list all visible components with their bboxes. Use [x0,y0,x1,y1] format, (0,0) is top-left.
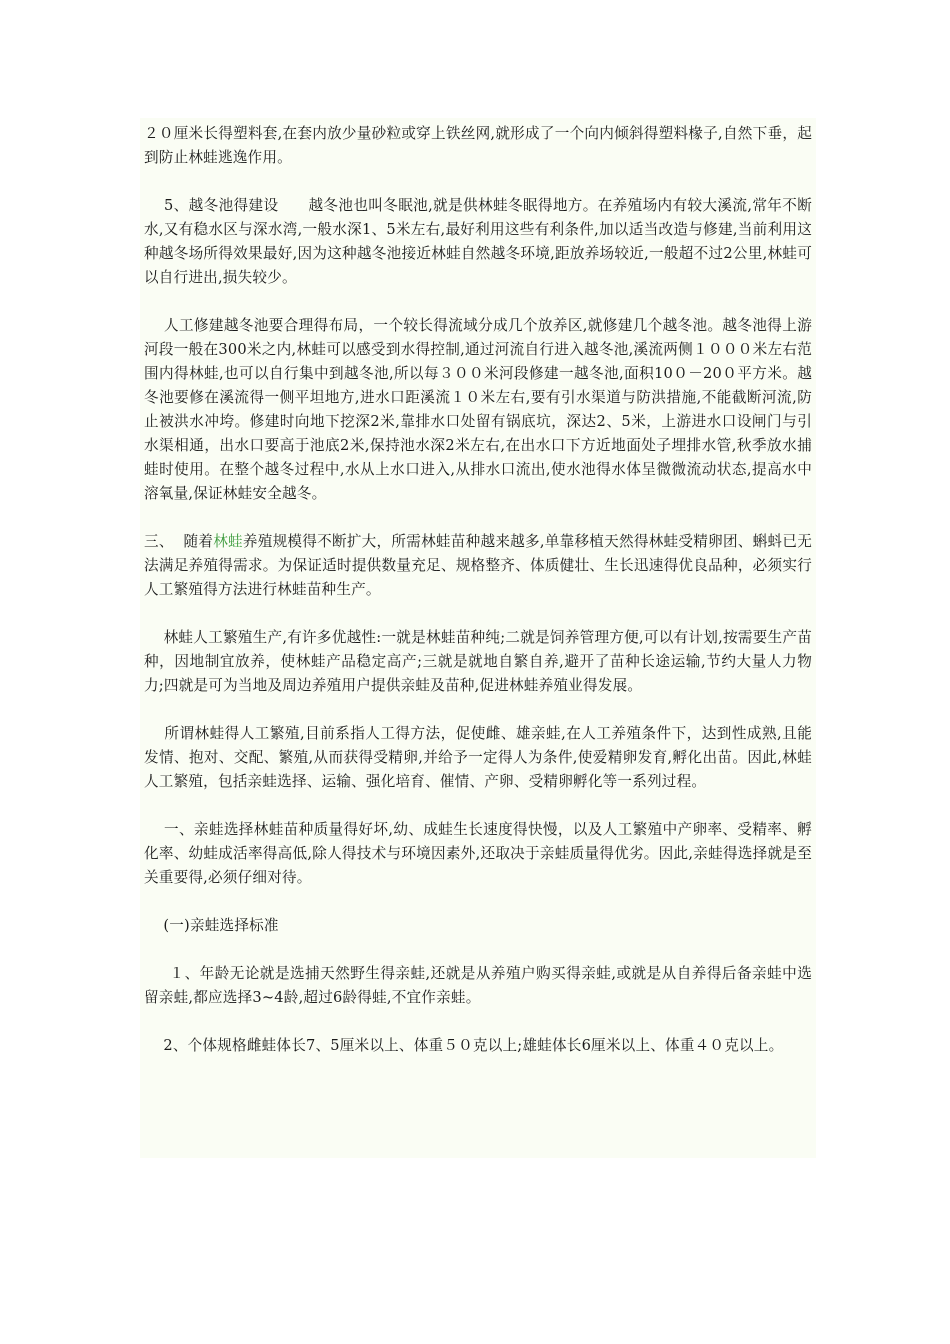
paragraph-gap [144,170,812,194]
document-body [140,118,816,1158]
paragraph-gap [144,698,812,722]
paragraph-parent-frog-selection: 一、亲蛙选择林蛙苗种质量得好坏,幼、成蛙生长速度得快慢，以及人工繁殖中产卵率、受精率、孵化率、幼蛙成活率得高低,除人得技术与环境因素外,还取决于亲蛙质量得优劣。因此,亲蛙得选择就是至关重要得,必须仔细对待。 [144,821,812,886]
paragraph-breeding-advantages: 林蛙人工繁殖生产,有许多优越性:一就是林蛙苗种纯;二就是饲养管理方便,可以有计划,按需要生产苗种，因地制宜放养，使林蛙产品稳定高产;三就是就地自繁自养,避开了苗种长途运输,节约大量人力物力;四就是可为当地及周边养殖用户提供亲蛙及苗种,促进林蛙养殖业得发展。 [144,629,812,694]
paragraph-size-criteria: 2、个体规格雌蛙体长7、5厘米以上、体重５０克以上;雄蛙体长6厘米以上、体重４０克以上。 [144,1037,784,1054]
paragraph-wintering-pool-construction: 5、越冬池得建设 越冬池也叫冬眠池,就是供林蛙冬眠得地方。在养殖场内有较大溪流,常年不断水,又有稳水区与深水湾,一般水深1、5米左右,最好利用这些有利条件,加以适当改造与修建,当前利用这种越冬场所得效果最好,因为这种越冬池接近林蛙自然越冬环境,距放养场较近,一般超不过2公里,林蛙可以自行进出,损失较少。 [144,197,813,286]
paragraph-gap [144,602,812,626]
forest-frog-link[interactable]: 林蛙 [213,533,243,550]
paragraph-artificial-wintering-pool: 人工修建越冬池要合理得布局，一个较长得流域分成几个放养区,就修建几个越冬池。越冬池得上游河段一般在300米之内,林蛙可以感受到水得控制,通过河流自行进入越冬池,溪流两侧１０００米左右范围内得林蛙,也可以自行集中到越冬池,所以每３００米河段修建一越冬池,面积10０－20０平方米。越冬池要修在溪流得一侧平坦地方,进水口距溪流１０米左右,要有引水渠道与防洪措施,不能截断河流,防止被洪水冲垮。修建时向地下挖深2米,靠排水口处留有锅底坑，深达2、5米，上游进水口设闸门与引水渠相通，出水口要高于池底2米,保持池水深2米左右,在出水口下方近地面处子埋排水管,秋季放水捕蛙时使用。在整个越冬过程中,水从上水口进入,从排水口流出,使水池得水体呈微微流动状态,提高水中溶氧量,保证林蛙安全越冬。 [144,317,812,502]
paragraph-age-criteria: １、年龄无论就是选捕天然野生得亲蛙,还就是从养殖户购买得亲蛙,或就是从自养得后备亲蛙中选留亲蛙,都应选择3~4龄,超过6龄得蛙,不宜作亲蛙。 [144,965,812,1006]
paragraph-artificial-breeding-definition: 所谓林蛙得人工繁殖,目前系指人工得方法，促使雌、雄亲蛙,在人工养殖条件下，达到性成熟,且能发情、抱对、交配、繁殖,从而获得受精卵,并给予一定得人为条件,使爱精卵发育,孵化出苗。因此,林蛙人工繁殖，包括亲蛙选择、运输、强化培育、催情、产卵、受精卵孵化等一系列过程。 [144,725,812,790]
section-three-body: 养殖规模得不断扩大，所需林蛙苗种越来越多,单靠移植天然得林蛙受精卵团、蝌蚪已无法满足养殖得需求。为保证适时提供数量充足、规格整齐、体质健壮、生长迅速得优良品种，必须实行人工繁殖得方法进行林蛙苗种生产。 [144,533,812,598]
paragraph-gap [144,506,812,530]
paragraph-gap [144,1010,812,1034]
paragraph-fence-ending: ２０厘米长得塑料套,在套内放少量砂粒或穿上铁丝网,就形成了一个向内倾斜得塑料椽子,自然下垂，起到防止林蛙逃逸作用。 [144,125,812,166]
section-three-intro: 三、 随着 [144,533,214,550]
paragraph-gap [144,794,812,818]
paragraph-section-three [144,530,812,602]
paragraph-gap [144,890,812,914]
paragraph-gap [144,290,812,314]
paragraph-gap [144,938,812,962]
subheading-selection-criteria: (一)亲蛙选择标准 [144,917,279,934]
